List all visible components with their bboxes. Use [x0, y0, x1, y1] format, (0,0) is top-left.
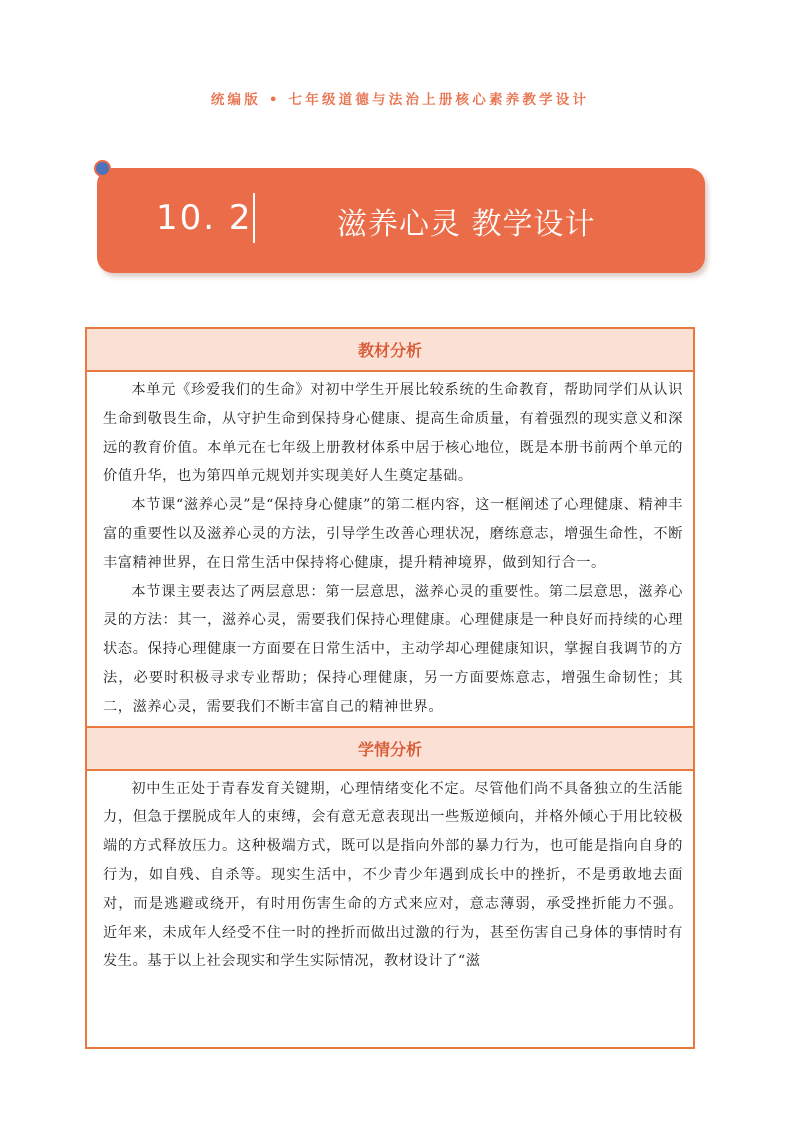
section-heading-student-analysis: 学情分析 — [87, 726, 693, 771]
lesson-number: 10. 2 — [156, 198, 253, 238]
section-heading-textbook-analysis: 教材分析 — [87, 329, 693, 372]
content-table — [85, 327, 695, 1049]
banner-corner-dot-icon — [94, 160, 111, 177]
paragraph: 本节课“滋养心灵”是“保持身心健康”的第二框内容，这一框阐述了心理健康、精神丰富的重要性以及滋养心灵的方法，引导学生改善心理状况，磨练意志，增强生命性，不断丰富精神世界，在日常生活中保持将心健康，提升精神境界，做到知行合一。 — [103, 497, 683, 571]
lesson-title: 滋养心灵 教学设计 — [337, 207, 596, 242]
paragraph: 本单元《珍爱我们的生命》对初中学生开展比较系统的生命教育，帮助同学们从认识生命到敬畏生命，从守护生命到保持身心健康、提高生命质量，有着强烈的现实意义和深远的教育价值。本单元在七年级上册教材体系中居于核心地位，既是本册书前两个单元的价值升华，也为第四单元规划并实现美好人生奠定基础。 — [103, 382, 683, 485]
lesson-title-banner — [97, 168, 705, 273]
banner-divider — [253, 193, 255, 243]
section-body-student-analysis — [87, 771, 693, 997]
paragraph: 初中生正处于青春发育关键期，心理情绪变化不定。尽管他们尚不具备独立的生活能力，但急于摆脱成年人的束缚，会有意无意表现出一些叛逆倾向，并格外倾心于用比较极端的方式释放压力。这种极端方式，既可以是指向外部的暴力行为，也可能是指向自身的行为，如自残、自杀等。现实生活中，不少青少年遇到成长中的挫折，不是勇敢地去面对，而是逃避或绕开，有时用伤害生命的方式来应对，意志薄弱，承受挫折能力不强。 近年来，未成年人经受不住一时的挫折而做出过激的行为，甚至伤害自己身体的事情时有发生。基于以上社会现实和学生实际情况，教材设计了“滋 — [103, 780, 683, 970]
series-header: 统编版 • 七年级道德与法治上册核心素养教学设计 — [210, 92, 590, 108]
paragraph: 本节课主要表达了两层意思：第一层意思，滋养心灵的重要性。第二层意思，滋养心灵的方法：其一，滋养心灵，需要我们保持心理健康。心理健康是一种良好而持续的心理状态。保持心理健康一方面要在日常生活中，主动学却心理健康知识，掌握自我调节的方法，必要时积极寻求专业帮助；保持心理健康，另一方面要炼意志，增强生命韧性；其二，滋养心灵，需要我们不断丰富自己的精神世界。 — [103, 583, 683, 715]
section-body-textbook-analysis — [87, 372, 693, 726]
